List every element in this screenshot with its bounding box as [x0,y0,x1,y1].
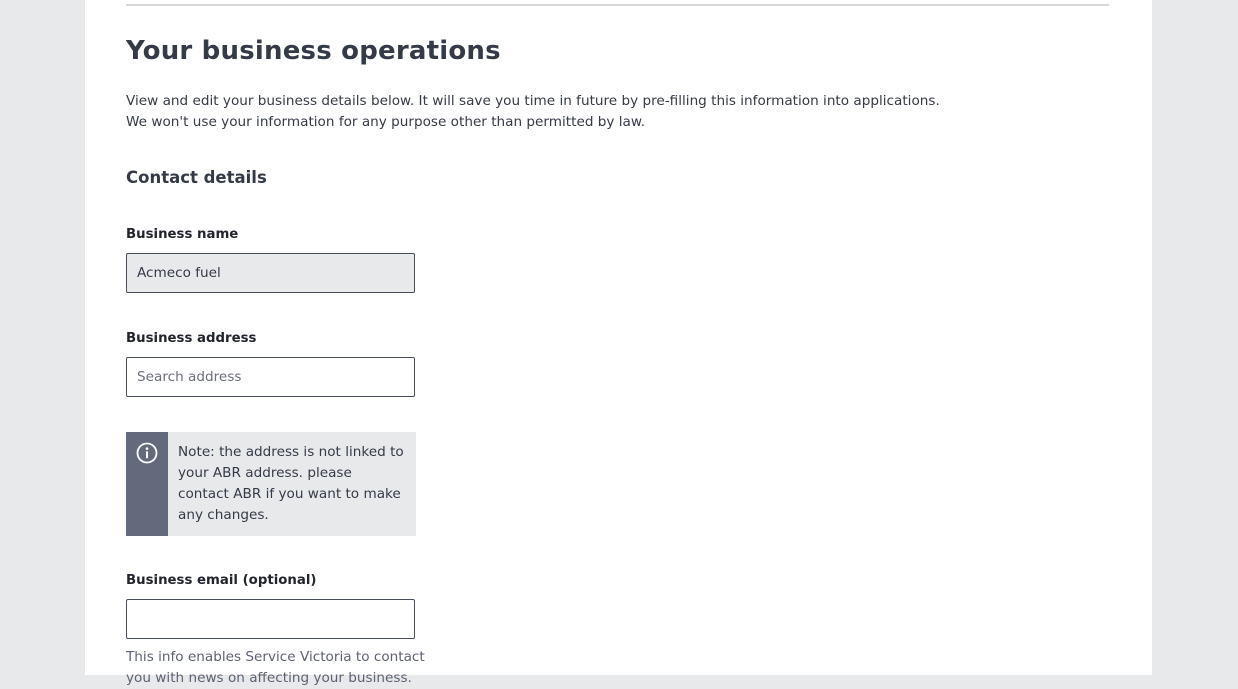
intro-line-2: We won't use your information for any purpose other than permitted by law. [126,114,646,130]
business-address-label: Business address [126,331,257,346]
business-address-input[interactable] [126,357,415,397]
business-email-input[interactable] [126,599,415,639]
business-name-label: Business name [126,227,239,242]
info-icon [136,442,158,464]
intro-text [126,91,1026,133]
callout-accent-bar [126,432,168,536]
top-divider [126,4,1109,6]
business-name-input[interactable] [126,253,415,293]
address-note-text: Note: the address is not linked to your ABR address. please contact ABR if you want to make any changes. [178,444,404,523]
intro-line-1: View and edit your business details below. It will save you time in future by pre-filling this information into applications. [126,93,940,109]
section-title-contact-details: Contact details [126,168,267,187]
page-title: Your business operations [126,36,501,66]
business-email-hint: This info enables Service Victoria to contact you with news on affecting your business. [126,649,425,686]
content-panel [85,0,1152,686]
address-note-callout [126,432,416,536]
business-email-label: Business email (optional) [126,573,317,588]
